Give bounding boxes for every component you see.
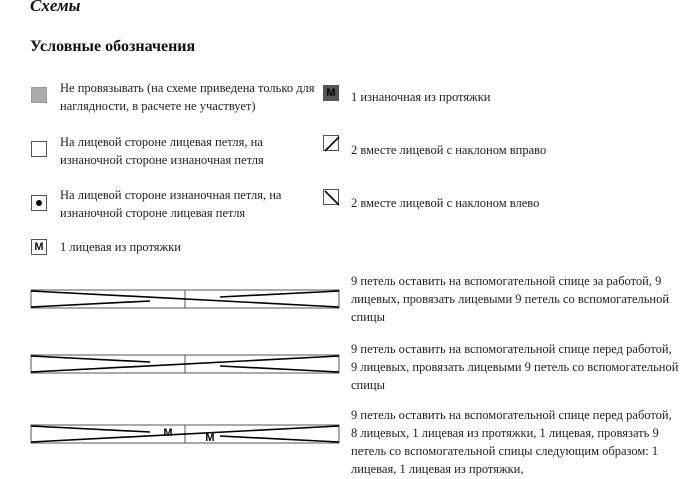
no-knit-label: Не провязывать (на схеме приведена только для наглядности, в расчете не участвует) [60,81,315,113]
no-knit-symbol [31,87,47,103]
knit-stitch-label: На лицевой стороне лицевая петля, на изнаночной стороне изнаночная петля [60,135,264,167]
legend-heading: Условные обозначения [30,38,196,55]
k2tog-left-symbol [323,189,339,205]
slash-right-icon [324,136,340,152]
cable-3-description: 9 петель оставить на вспомогательной спице перед работой, 8 лицевых, 1 лицевая из протяжки, 1 лицевая, провязать 9 петель со вспомогательной спицы следующим образом: 1 лицевая, 1 лицевая из протяжки, [351,408,672,476]
purl-stitch-label: На лицевой стороне изнаночная петля, на изнаночной стороне лицевая петля [60,188,282,220]
k2tog-right-label: 2 вместе лицевой с наклоном вправо [351,143,547,157]
cable-1-description: 9 петель оставить на вспомогательной спице за работой, 9 лицевых, провязать лицевыми 9 петель со вспомогательной спицы [351,274,670,324]
cable-front-cross-m-symbol [30,424,342,446]
cable-front-cross-symbol [30,354,342,376]
cable-mark-m: M [163,427,173,439]
k2tog-left-label: 2 вместе лицевой с наклоном влево [351,196,540,210]
purl-from-bar-label: 1 изнаночная из протяжки [351,90,491,104]
purl-from-bar-symbol: M [323,85,339,101]
cable-back-cross-symbol [30,289,342,311]
knit-stitch-symbol [31,141,47,157]
knit-from-bar-symbol: M [31,239,47,255]
k2tog-right-symbol [323,135,339,151]
knit-from-bar-label: 1 лицевая из протяжки [60,240,181,254]
slash-left-icon [324,190,340,206]
cable-2-description: 9 петель оставить на вспомогательной спице перед работой, 9 лицевых, провязать лицевыми 9 петель со вспомогательной спицы [351,342,679,392]
cable-mark-m: M [205,432,215,444]
purl-stitch-symbol [31,195,47,211]
page-title: Схемы [30,0,81,15]
